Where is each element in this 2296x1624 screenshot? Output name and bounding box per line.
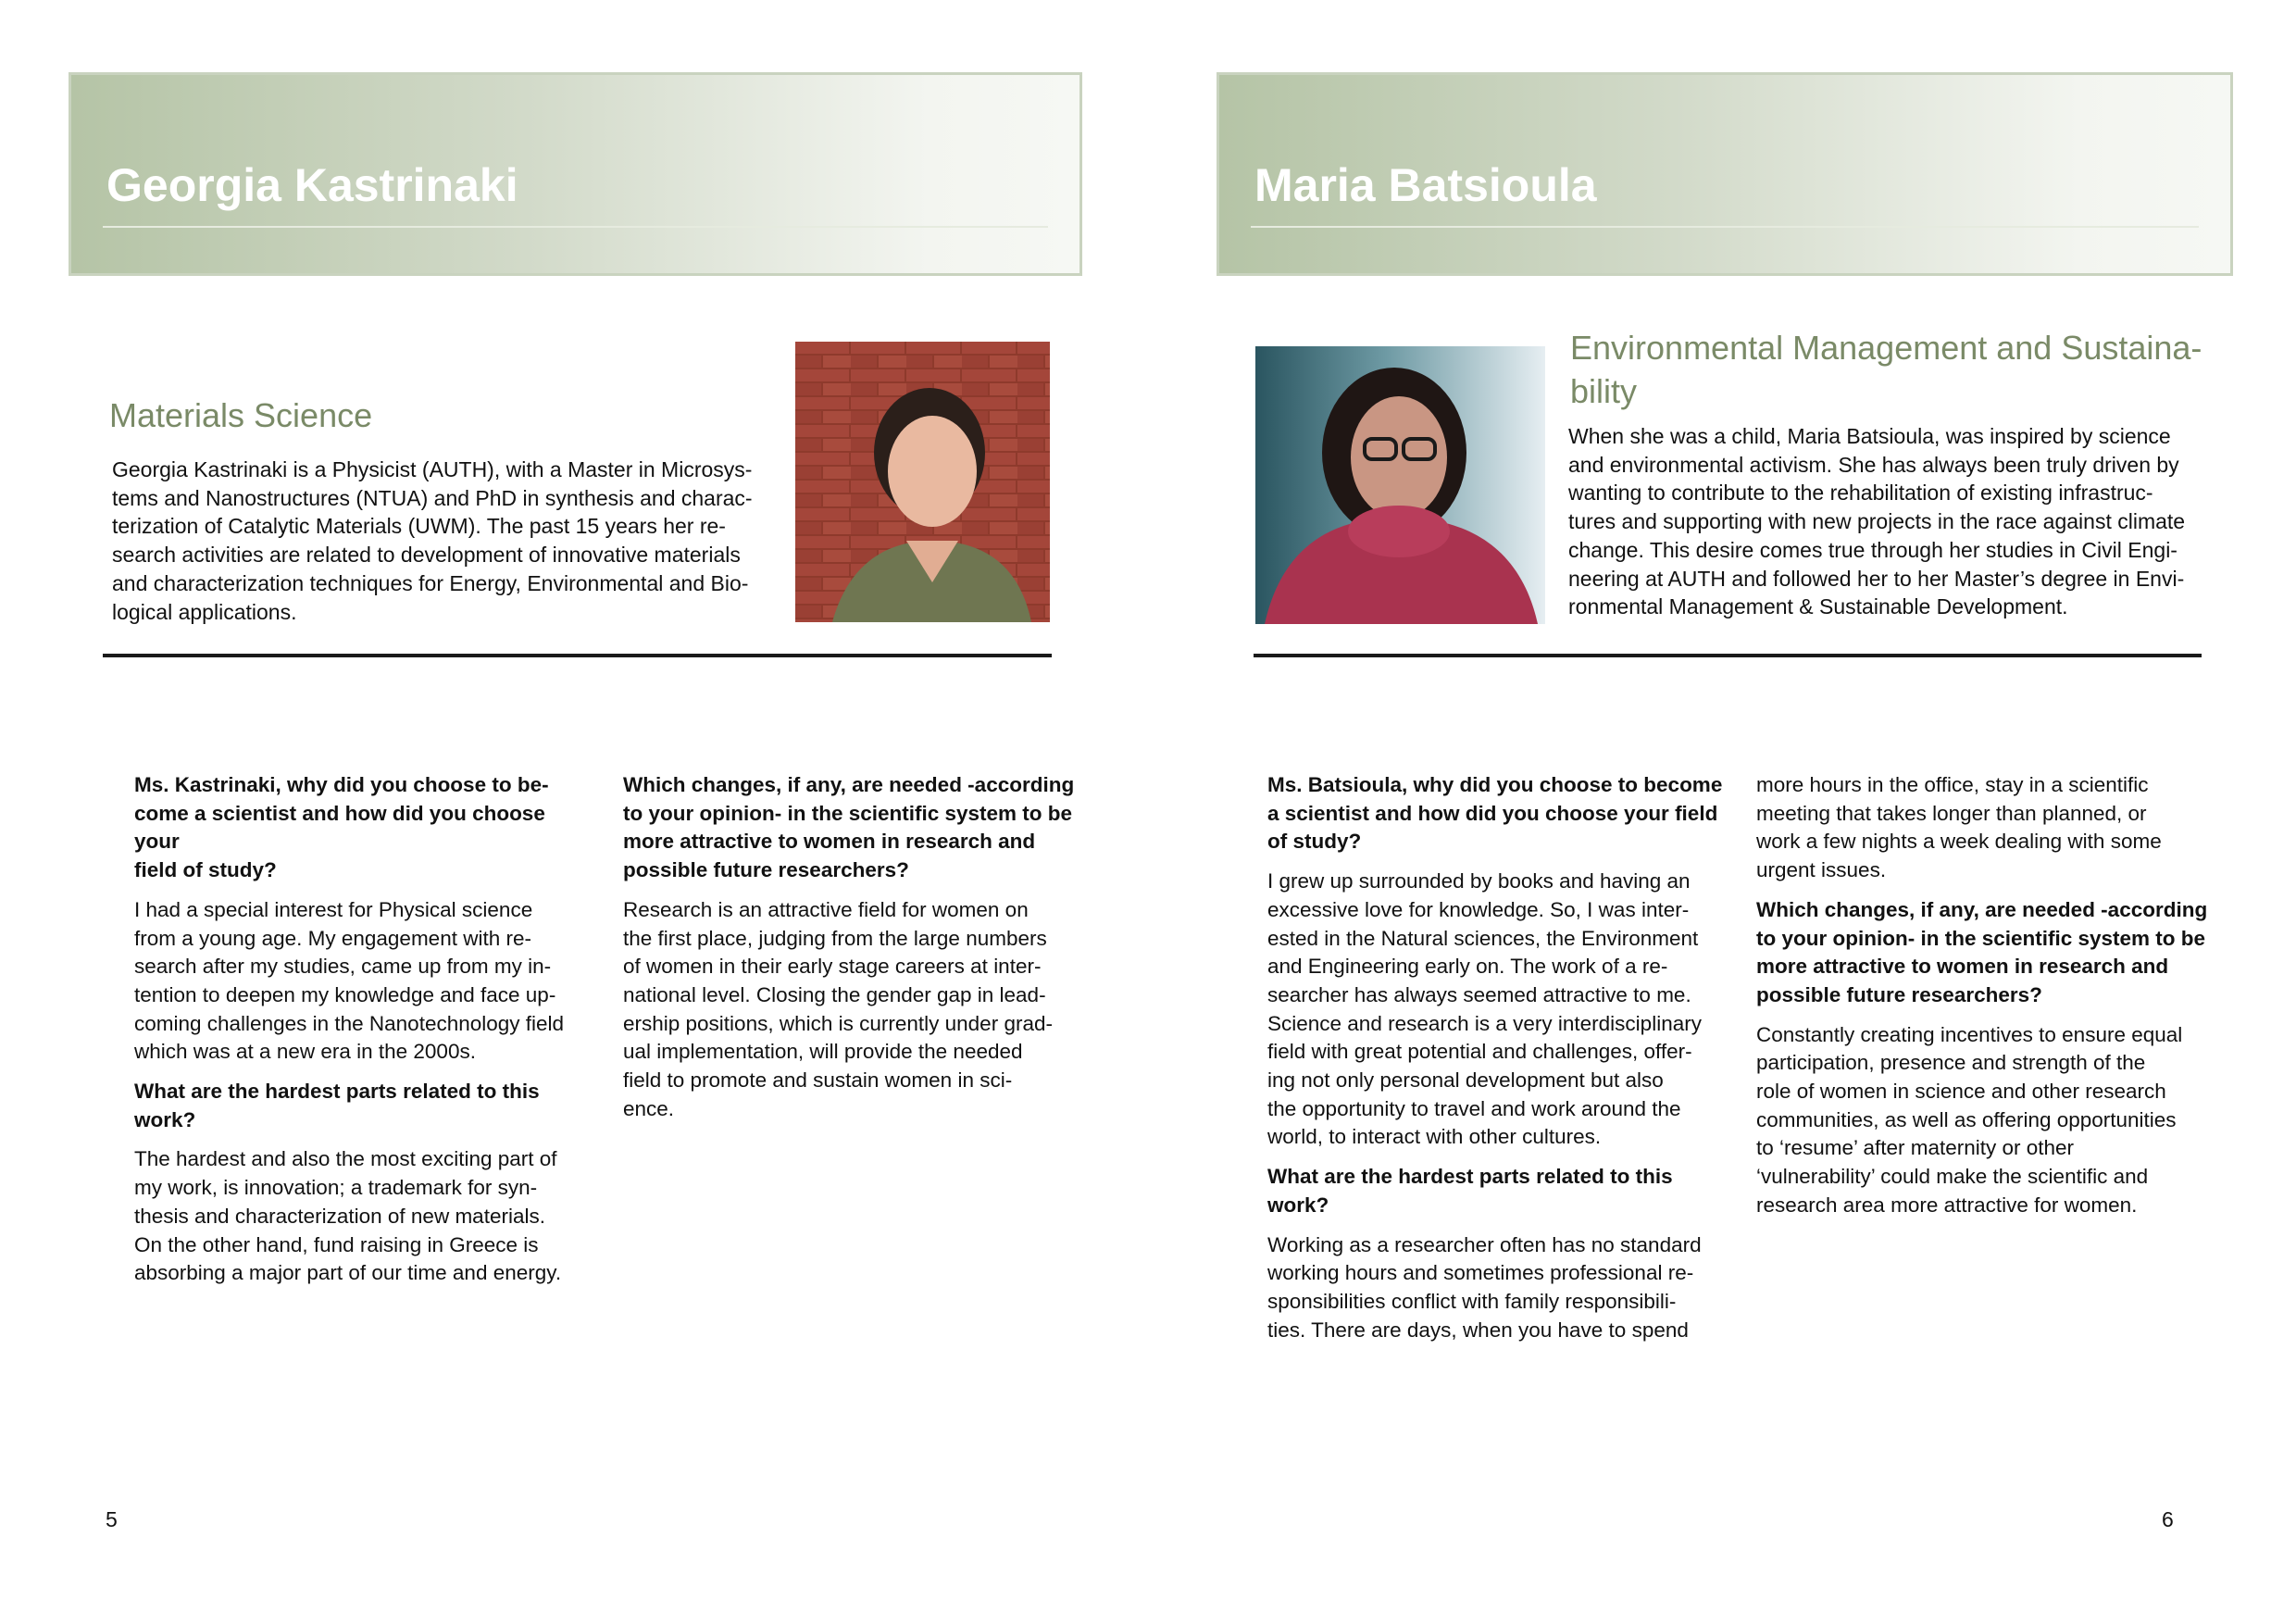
scientist-name: Georgia Kastrinaki [106,159,518,211]
page-number: 5 [106,1507,118,1531]
portrait-photo [1255,346,1545,624]
page-right [1148,0,2296,1624]
answer-2: Working as a researcher often has no standard working hours and sometimes professional re- sponsibilities conflict with family responsibili- ties. There are days, when you have to spend [1267,1232,1702,1342]
question-1: Ms. Batsioula, why did you choose to become a scientist and how did you choose your field of study? [1267,773,1723,854]
page-number: 6 [2162,1507,2174,1531]
banner-underline [1251,226,2199,228]
answer-3: Research is an attractive field for women on the first place, judging from the large numbers of women in their early stage careers at inter- national level. Closing the gender gap in lead- ership positions, which is currently under grad- ual implementation, will provide the needed field to promote and sustain women in sci- ence. [623,897,1053,1120]
banner-underline [103,226,1048,228]
interview-column-1 [1267,771,1730,1355]
portrait-photo [795,342,1050,622]
interview-column-2 [1756,771,2228,1231]
interview-column-2 [623,771,1086,1134]
field-title: Materials Science [109,396,373,434]
name-banner [1217,72,2233,276]
field-title: Environmental Management and Sustaina- bility [1570,329,2202,410]
intro-text: When she was a child, Maria Batsioula, was inspired by science and environmental activism. She has always been truly driven by wanting to contribute to the rehabilitation of existing infrastruc- tures and supporting with new projects in the race against climate change. This desire comes true through her studies in Civil Engi- neering at AUTH and followed her to her Master’s degree in Envi- ronmental Management & Sustainable Development. [1568,424,2186,619]
section-divider [103,654,1052,657]
question-2: What are the hardest parts related to this work? [1267,1165,1673,1217]
answer-1: I had a special interest for Physical science from a young age. My engagement with re- search after my studies, came up from my in- tention to deepen my knowledge and face up- coming challenges in the Nanotechnology field which was at a new era in the 2000s. [134,897,565,1064]
scientist-name: Maria Batsioula [1254,159,1597,211]
answer-3: Constantly creating incentives to ensure equal participation, presence and strength of the role of women in science and other research communities, as well as offering opportunities to ‘resume’ after maternity or other ‘vulnerability’ could make the scientific and research area more attractive for women. [1756,1022,2183,1217]
question-3: Which changes, if any, are needed -according to your opinion- in the scientific system to be more attractive to women in research and possible future researchers? [623,773,1075,882]
answer-2: The hardest and also the most exciting part of my work, is innovation; a trademark for syn- thesis and characterization of new materials. On the other hand, fund raising in Greece is absorbing a major part of our time and energy. [134,1147,562,1285]
question-3: Which changes, if any, are needed -according to your opinion- in the scientific system to be more attractive to women in research and possible future researchers? [1756,897,2208,1006]
answer-1: I grew up surrounded by books and having an excessive love for knowledge. So, I was inter- ested in the Natural sciences, the Environment and Engineering early on. The work of a re- searcher has always seemed attractive to me. Science and research is a very interdisciplinary field with great potential and challenges, offer- ing not only personal development but also the opportunity to travel and work around the world, to interact with other cultures. [1267,869,1702,1149]
intro-text: Georgia Kastrinaki is a Physicist (AUTH), with a Master in Microsys- tems and Nanostructures (NTUA) and PhD in synthesis and charac- terization of Catalytic Materials (UWM). The past 15 years her re- search activities are related to development of innovative materials and characterization techniques for Energy, Environmental and Bio- logical applications. [112,457,753,624]
section-divider [1254,654,2202,657]
question-1: Ms. Kastrinaki, why did you choose to be- come a scientist and how did you choose your field of study? [134,773,549,882]
question-2: What are the hardest parts related to this work? [134,1080,540,1131]
name-banner [69,72,1082,276]
interview-column-1 [134,771,588,1299]
answer-2-continued: more hours in the office, stay in a scientific meeting that takes longer than planned, or work a few nights a week dealing with some urgent issues. [1756,773,2162,882]
